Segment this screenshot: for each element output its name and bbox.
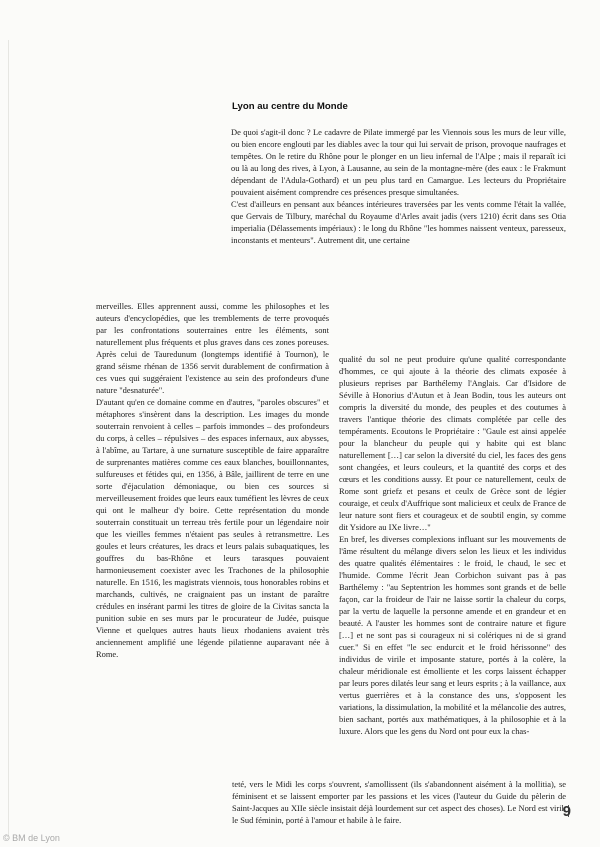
paragraph: merveilles. Elles apprennent aussi, comme les philosophes et les auteurs d'encyclopédies, que les tremblements de terre provoqués par les confrontations souterraines entre les éléments, sont naturellement plus fréquents et plus graves dans ces zones poreuses. Après celui de Tauredunum (longtemps identifié à Tournon), le grand séisme rhénan de 1356 servit durablement de confirmation à ces vues qui suggéraient l'existence au sein des profondeurs d'une nature "desnaturée".: [96, 301, 329, 395]
paragraph: C'est d'ailleurs en pensant aux béances intérieures traversées par les vents comme l'était la vallée, que Gervais de Tilbury, maréchal du Royaume d'Arles avait jadis (vers 1210) écrit dans ses Otia imperialia (Délassements impériaux) : le long du Rhône "les hommes naissent venteux, paresseux, inconstants et menteurs". Autrement dit, une certaine: [231, 199, 566, 245]
paragraph: teté, vers le Midi les corps s'ouvrent, s'amollissent (ils s'abandonnent aisément à la mollitia), se féminisent et se laissent emporter par les passions et les vices (l'auteur du Guide du pèlerin de Saint-Jacques au XIIe siècle insistait déjà lourdement sur cet aspect des choses). Le Nord est viril, le Sud féminin, porté à l'amour et habile à le faire.: [232, 779, 566, 825]
page-edge-line: [8, 40, 9, 840]
right-column-middle-text: [339, 353, 566, 737]
paragraph: De quoi s'agit-il donc ? Le cadavre de Pilate immergé par les Viennois sous les murs de leur ville, ou bien encore englouti par les diables avec la tour qui lui servait de prison, provoque naufrages et tempêtes. On le retire du Rhône pour le plonger en un lieu infernal de l'Alpe ; mais il reparaît ici ou là au long des rives, à Lyon, à Lausanne, au sein de la montagne-mère (des eaux : le Frakmunt dépendant de l'Adula-Gothard) et un peu plus tard en Camargue. Les lecteurs du Propriétaire pouvaient aisément comprendre ces présences presque simultanées.: [231, 127, 566, 197]
library-watermark: © BM de Lyon: [3, 833, 60, 843]
page-number: 9: [562, 803, 571, 820]
left-column-text: [96, 300, 329, 660]
paragraph: qualité du sol ne peut produire qu'une qualité correspondante d'hommes, ce qui ajoute à la théorie des climats exposée à plusieurs reprises par Barthélemy l'Anglais. Car d'Isidore de Séville à Honorius d'Autun et à Jean Bodin, tous les auteurs ont compris la diversité du monde, des peuples et des coutumes à travers l'antique théorie des climats complétée par celle des tempéraments. Ecoutons le Propriétaire : "Gaule est ainsi appelée pour la blancheur du peuple qui y habite qui est blanc naturellement […] car selon la diversité du ciel, les faces des gens sont changées, et leurs couleurs, et la quantité des corps et des cœurs et les conditions aussy. Et pour ce naturellement, ceulx de Rome sont griefz et pesans et ceulx de Grèce sont de légier couraige, et ceulx d'Auffrique sont malicieux et ceulx de France de leur nature sont fiers et courageux et de soubtil engin, sy comme dit Ysidore au IXe livre…": [339, 354, 566, 532]
paragraph: En bref, les diverses complexions influant sur les mouvements de l'âme résultent du mélange divers selon les lieux et les individus des quatre qualités élémentaires : le froid, le chaud, le sec et l'humide. Comme l'écrit Jean Corbichon suivant pas à pas Barthélemy : "au Septentrion les hommes sont grands et de belle façon, car la froideur de l'air ne laisse sortir la chaleur du corps, par la vertu de laquelle la personne amende et en grandeur et en beauté. A l'auster les hommes sont de contraire nature et figure […] et ne sont pas si courageux ni si colériques ni de si grand cuer." Si en effet "le sec endurcit et le froid hérissonne" des individus de virile et imposante stature, portés à la colère, la chaleur méridionale est émolliente et les corps laissent échapper par leurs pores dilatés leur sang et leurs esprits ; à la vaillance, aux vertus guerrières et à la constance des uns, s'opposent les variations, la dissimulation, la mobilité et la mélancolie des autres, bien sachant, portés aux mathématiques, à la philosophie et à la luxure. Alors que les gens du Nord ont pour eux la chas-: [339, 534, 566, 736]
right-column-bottom-text: [232, 778, 566, 826]
right-column-top-text: [231, 126, 566, 246]
section-heading: Lyon au centre du Monde: [232, 101, 348, 112]
paragraph: D'autant qu'en ce domaine comme en d'autres, "paroles obscures" et métaphores s'insèrent dans la description. Les images du monde souterrain renvoient à celles – parfois immondes – des profondeurs du corps, à celles – répulsives – des espaces infernaux, aux abysses, à l'abîme, au Tartare, à une surnature susceptible de faire apparaître de surprenantes matières comme ces eaux blanches, bouillonnantes, sulfureuses et fétides qui, en 1356, à Bâle, jaillirent de terre en une sorte d'éjaculation démoniaque, ou bien ces sources si merveilleusement froides que leurs eaux tuméfient les lèvres de ceux qui ont le malheur d'y boire. Cette représentation du monde souterrain constituait un terreau très fertile pour un légendaire noir que les vieilles femmes n'étaient pas seules à retransmettre. Les goules et leurs créatures, les dracs et leurs palais subaquatiques, les gouffres du bas-Rhône et leurs tarasques pouvaient harmonieusement coexister avec les Trachones de la philosophie naturelle. En 1516, les magistrats viennois, tous honorables robins et marchands, cultivés, ne craignaient pas un instant de paraître crédules en insérant parmi les titres de gloire de la Civitas sancta la punition subie en ses murs par le procurateur de Judée, puisque Vienne et quelques autres hauts lieux rhodaniens avaient très anciennement amplifié une légende pilatienne auparavant née à Rome.: [96, 397, 329, 659]
